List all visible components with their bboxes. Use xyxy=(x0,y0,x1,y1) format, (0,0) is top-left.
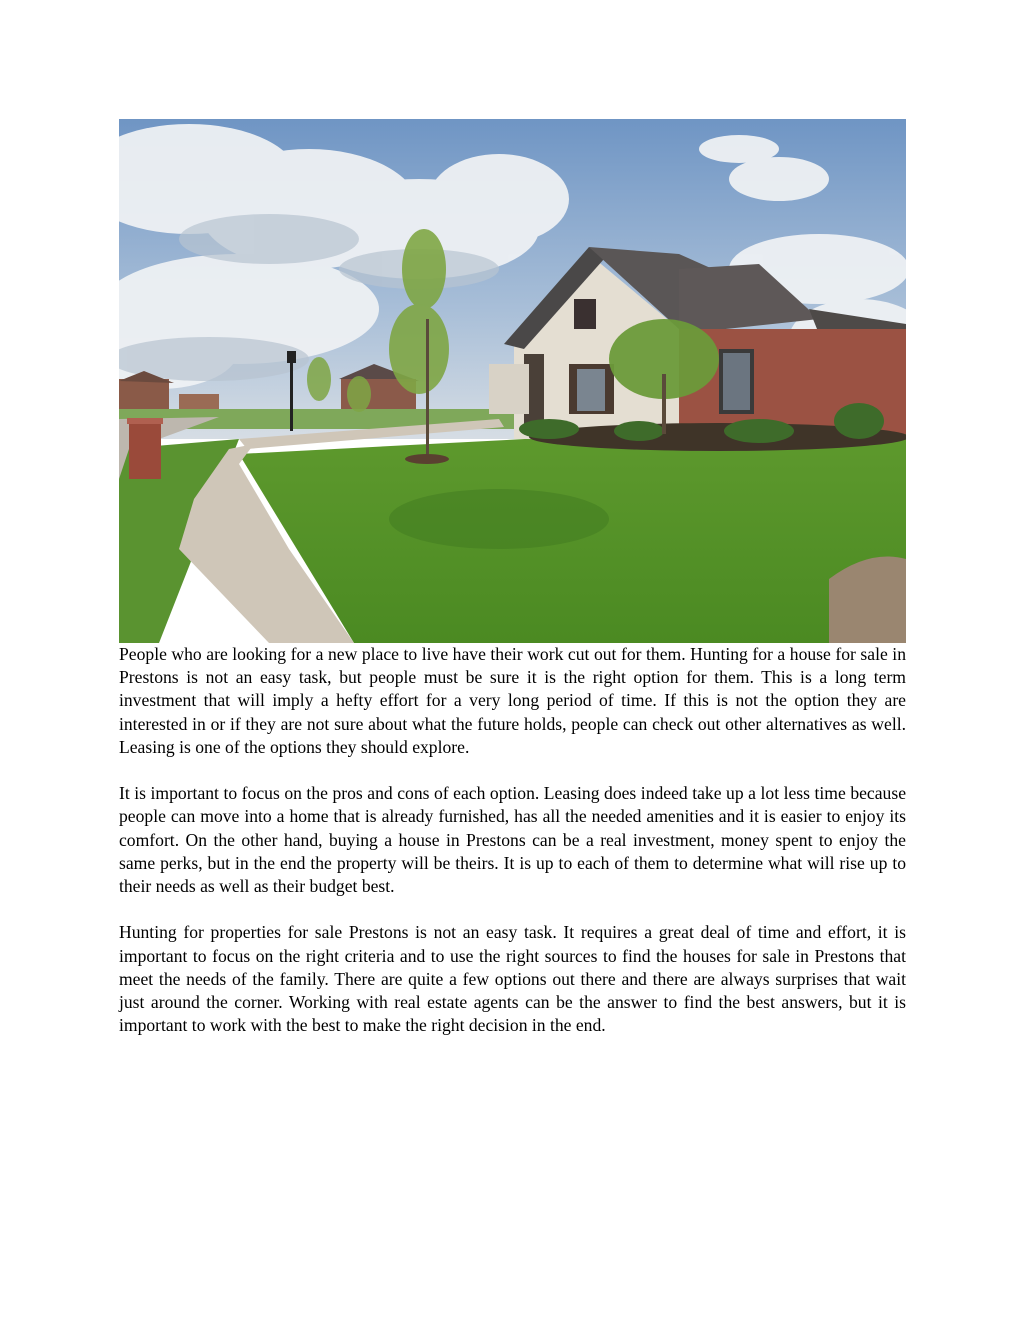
paragraph: Hunting for properties for sale Prestons is not an easy task. It requires a great deal of time and effort, it is important to focus on the right criteria and to use the right sources to find the houses for sale in Prestons that meet the needs of the family. There are quite a few options out there and there are always surprises that wait just around the corner. Working with real estate agents can be the answer to find the best answers, but it is important to work with the best to make the right decision in the end. xyxy=(119,922,906,1036)
article-body xyxy=(119,643,906,1061)
paragraph: It is important to focus on the pros and cons of each option. Leasing does indeed take up a lot less time because people can move into a home that is already furnished, has all the needed amenities and it is easier to enjoy its comfort. On the other hand, buying a house in Prestons can be a real investment, money spent to enjoy the same perks, but in the end the property will be theirs. It is up to each of them to determine what will rise up to their needs as well as their budget best. xyxy=(119,783,906,897)
house-photo xyxy=(119,119,906,643)
paragraph: People who are looking for a new place to live have their work cut out for them. Hunting for a house for sale in Prestons is not an easy task, but people must be sure it is the right option for them. This is a long term investment that will imply a hefty effort for a very long period of time. If this is not the option they are interested in or if they are not sure about what the future holds, people can check out other alternatives as well. Leasing is one of the options they should explore. xyxy=(119,644,906,757)
